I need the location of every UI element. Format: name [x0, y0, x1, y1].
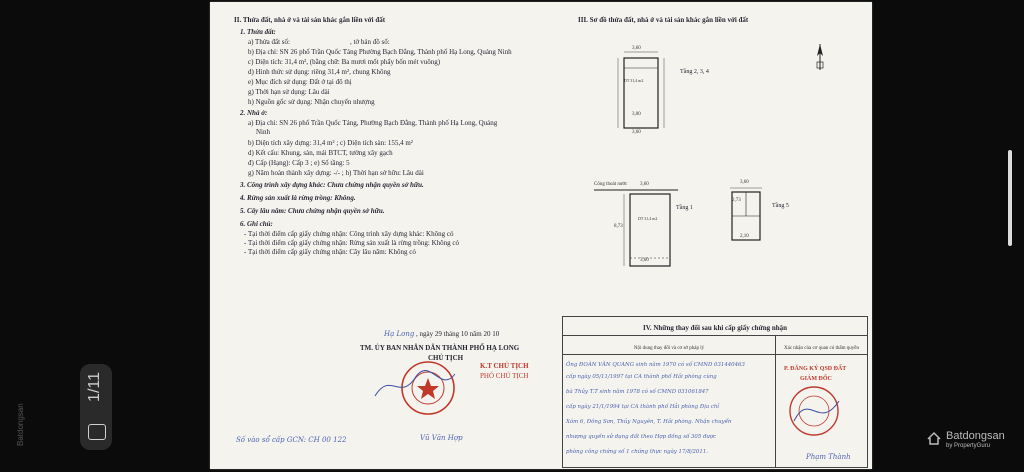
change-line-2: cấp ngày 05/11/1997 tại CA thành phố Hải phòng cùng — [566, 374, 717, 380]
batdongsan-side-logo: Batdongsan — [16, 403, 25, 447]
house-area: b) Diện tích xây dựng: 31,4 m² ; c) Diện tích sàn: 155,4 m² — [248, 139, 413, 147]
sub-forest: 4. Rừng sản xuất là rừng trồng: Không. — [240, 194, 356, 202]
signer-name: Vũ Văn Hợp — [420, 434, 463, 442]
note-3: - Tại thời điểm cấp giấy chứng nhận: Cây lâu năm: Không có — [244, 248, 416, 256]
col-content-header: Nội dung thay đổi và cơ sở pháp lý — [633, 346, 705, 351]
land-area: c) Diện tích: 31,4 m², (bằng chữ: Ba mươi mốt phẩy bốn mét vuông) — [248, 58, 441, 66]
kt-chairman: K.T CHỦ TỊCH — [480, 362, 529, 370]
sub-other-works: 3. Công trình xây dựng khác: Chưa chứng nhận quyền sở hữu. — [240, 181, 424, 189]
deputy-chairman: PHÓ CHỦ TỊCH — [480, 372, 529, 380]
changes-table — [562, 316, 868, 468]
plan24-dim-mid: 3,00 — [632, 112, 641, 117]
change-line-5: Xóm 6, Đông Sơn, Thủy Nguyên, T. Hải phòng. Nhận chuyển — [566, 419, 732, 425]
usage-purpose: e) Mục đích sử dụng: Đất ở tại đô thị — [248, 78, 352, 86]
date-line: , ngày 29 tháng 10 năm 20 10 — [416, 330, 500, 338]
section2-title: II. Thửa đất, nhà ở và tài sản khác gắn liền với đất — [234, 16, 386, 24]
date-place: Hạ Long — [384, 330, 415, 338]
plan24-dim-top: 3,60 — [632, 46, 641, 51]
plan1-dim-side: 8,73 — [614, 224, 623, 229]
stamp-director: GIÁM ĐỐC — [800, 376, 832, 382]
stamp-signer: Phạm Thành — [806, 453, 851, 461]
confirm-cell — [776, 355, 868, 468]
change-line-4: cấp ngày 21/1/1994 tại CA thành phố Hải phòng Địa chỉ — [566, 404, 720, 410]
house-address-2: Ninh — [256, 128, 270, 136]
label-floor-5: Tầng 5 — [772, 203, 789, 209]
sub-land: 1. Thửa đất: — [240, 28, 276, 36]
usage-term: g) Thời hạn sử dụng: Lâu dài — [248, 88, 330, 96]
gallery-icon — [88, 424, 106, 440]
watermark-name: Batdongsan — [946, 430, 1005, 442]
note-1: - Tại thời điểm cấp giấy chứng nhận: Công trình xây dựng khác: Không có — [244, 230, 454, 238]
label-floor-1: Tầng 1 — [676, 205, 693, 211]
plan1-dim-top: 3,60 — [640, 182, 649, 187]
approval-seal — [784, 381, 844, 441]
floor-plan-5 — [722, 182, 772, 252]
land-no: a) Thửa đất số: — [248, 38, 290, 46]
street-label: Công thoát nước — [594, 182, 628, 187]
certificate-page — [210, 2, 872, 469]
plan1-area: DT 31,4 m2 — [638, 216, 658, 221]
counter-text: 1/11 — [86, 372, 103, 402]
plan24-dim-bot: 3,60 — [632, 130, 641, 135]
floor-plan-2-4 — [610, 46, 680, 136]
change-content-cell — [563, 355, 776, 468]
registry-number: Số vào sổ cấp GCN: CH 00 122 — [236, 436, 347, 444]
house-address: a) Địa chỉ: SN 26 phố Trần Quốc Tảng, Phường Bạch Đằng, Thành phố Hạ Long, Quảng — [248, 119, 498, 127]
change-line-3: bà Thủy T.T sinh năm 1978 có số CMND 031061847 — [566, 389, 709, 395]
sub-trees: 5. Cây lâu năm: Chưa chứng nhận quyền sở hữu. — [240, 207, 385, 215]
stamp-dept: P. ĐĂNG KÝ QSD ĐẤT — [784, 366, 847, 372]
change-line-7: phòng công chứng số 1 chứng thực ngày 17/8/2011. — [566, 449, 708, 455]
watermark-sub: by PropertyGuru — [946, 443, 991, 449]
signature-scribble — [370, 366, 460, 406]
usage-form: d) Hình thức sử dụng: riêng 31,4 m², chung Không — [248, 68, 391, 76]
house-grade: đ) Cấp (Hạng): Cấp 3 ; e) Số tầng: 5 — [248, 159, 350, 167]
house-icon — [926, 430, 942, 446]
scrollbar[interactable] — [1008, 150, 1012, 246]
note-2: - Tại thời điểm cấp giấy chứng nhận: Rừng sản xuất là rừng trồng: Không có — [244, 239, 459, 247]
chairman: CHỦ TỊCH — [428, 354, 464, 362]
plan5-dim-top: 3,60 — [740, 180, 749, 185]
plan1-dim-bot: 3,60 — [640, 258, 649, 263]
plan24-area: DT 31,4 m2 — [624, 78, 644, 83]
issuing-org: TM. ỦY BAN NHÂN DÂN THÀNH PHỐ HẠ LONG — [360, 344, 520, 352]
land-address: b) Địa chỉ: SN 26 phố Trần Quốc Tảng Phường Bạch Đằng, Thành phố Hạ Long, Quảng Ninh — [248, 48, 512, 56]
col-confirm-header: Xác nhận của cơ quan có thẩm quyền — [784, 346, 859, 351]
sub-notes: 6. Ghi chú: — [240, 220, 273, 228]
usage-origin: h) Nguồn gốc sử dụng: Nhận chuyển nhượng — [248, 98, 375, 106]
sub-house: 2. Nhà ở: — [240, 109, 268, 117]
label-floors-2-4: Tầng 2, 3, 4 — [680, 69, 709, 75]
section4-title: IV. Những thay đổi sau khi cấp giấy chứng nhận — [642, 324, 788, 332]
plan5-dim-r2: 2,10 — [740, 234, 749, 239]
plan5-dim-r1: 2,73 — [732, 198, 741, 203]
change-line-1: Ông ĐOÀN VĂN QUANG sinh năm 1970 có số CMND 031440463 — [566, 362, 745, 368]
image-counter[interactable] — [80, 364, 112, 450]
map-no: , tờ bản đồ số: — [350, 38, 390, 46]
house-year: g) Năm hoàn thành xây dựng: -/- ; h) Thời hạn sở hữu: Lâu dài — [248, 169, 424, 177]
north-arrow-icon — [814, 42, 826, 72]
house-structure: d) Kết cấu: Khung, sàn, mái BTCT, tường xây gạch — [248, 149, 393, 157]
change-line-6: nhượng quyền sử dụng đất theo Hợp đồng số 305 được — [566, 434, 717, 440]
section3-title: III. Sơ đồ thửa đất, nhà ở và tài sản khác gắn liền với đất — [578, 16, 749, 24]
